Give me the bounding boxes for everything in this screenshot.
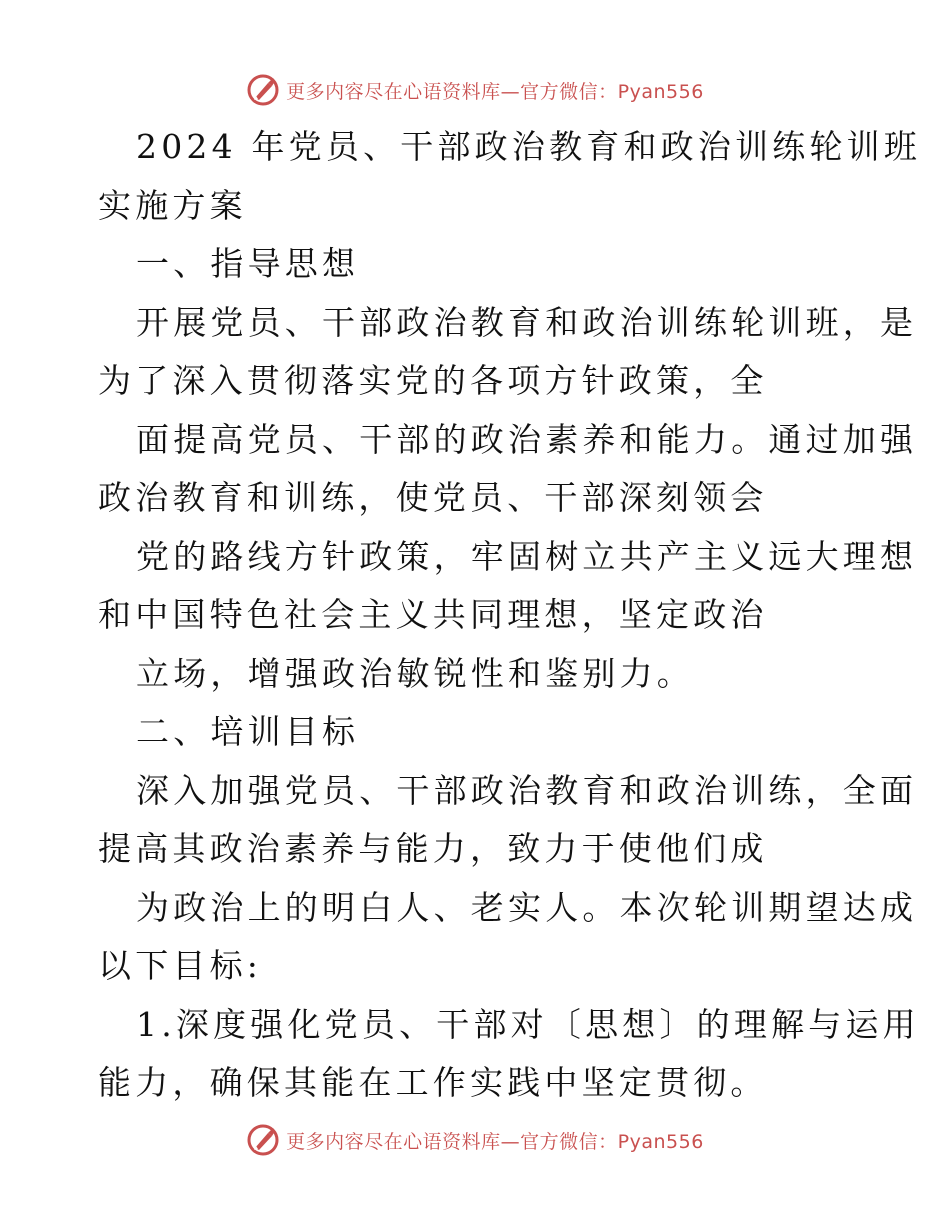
paragraph-line: 实施方案: [98, 185, 247, 225]
paragraph-line: 党的路线方针政策，牢固树立共产主义远大理想: [136, 536, 918, 576]
paragraph-line: 能力，确保其能在工作实践中坚定贯彻。: [98, 1063, 768, 1102]
watermark-banner-top: [0, 68, 950, 112]
paragraph-line: 政治教育和训练，使党员、干部深刻领会: [98, 478, 768, 517]
pen-logo-icon: [246, 1123, 280, 1157]
paragraph-line: 和中国特色社会主义共同理想，坚定政治: [98, 595, 768, 634]
paragraph-line: 一、指导思想: [136, 244, 360, 283]
paragraph-line: 2024 年党员、干部政治教育和政治训练轮训班: [136, 127, 922, 166]
paragraph-line: 为了深入贯彻落实党的各项方针政策，全: [98, 361, 768, 400]
watermark-text-bottom: 更多内容尽在心语资料库—官方微信：Pyan556: [286, 1130, 704, 1153]
paragraph-line: 二、培训目标: [136, 712, 360, 751]
paragraph-line: 为政治上的明白人、老实人。本次轮训期望达成: [136, 887, 918, 927]
paragraph-line: 提高其政治素养与能力，致力于使他们成: [98, 829, 768, 868]
paragraph-line: 开展党员、干部政治教育和政治训练轮训班，是: [136, 302, 918, 342]
paragraph-line: 深入加强党员、干部政治教育和政治训练，全面: [136, 770, 918, 810]
watermark-banner-bottom: [0, 1118, 950, 1162]
paragraph-line: 1.深度强化党员、干部对〔思想〕的理解与运用: [136, 1004, 920, 1044]
paragraph-line: 以下目标:: [98, 946, 263, 985]
paragraph-line: 面提高党员、干部的政治素养和能力。通过加强: [136, 419, 918, 459]
pen-logo-icon: [246, 73, 280, 107]
watermark-text-top: 更多内容尽在心语资料库—官方微信：Pyan556: [286, 80, 704, 103]
paragraph-line: 立场，增强政治敏锐性和鉴别力。: [136, 653, 694, 693]
document-body: [98, 118, 922, 1113]
